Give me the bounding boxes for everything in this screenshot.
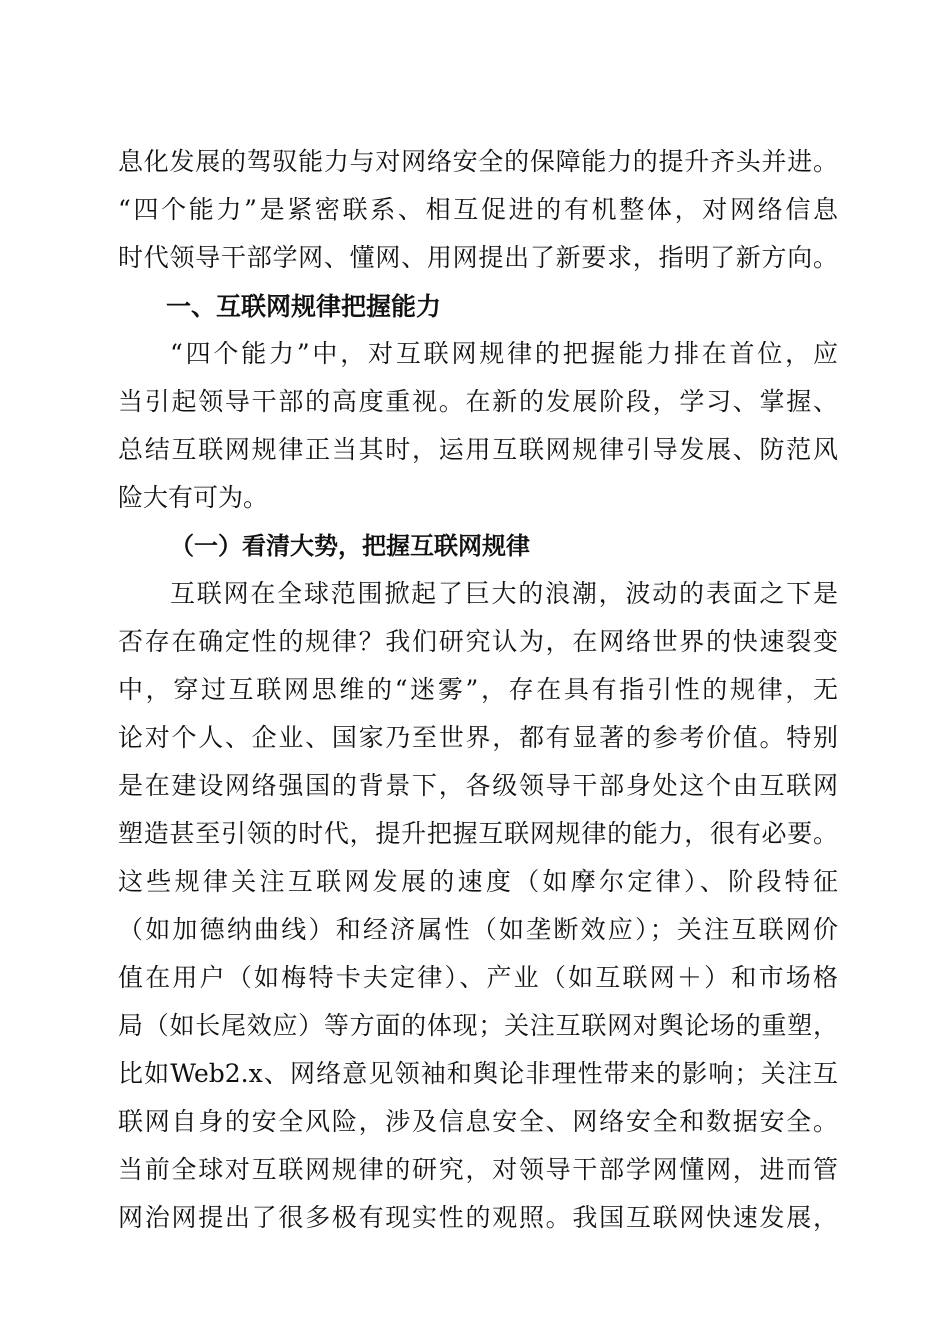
text-line: 塑造甚至引领的时代，提升把握互联网规律的能力，很有必要。 [118, 819, 838, 848]
text-line: 互联网在全球范围掀起了巨大的浪潮，波动的表面之下是 [170, 579, 838, 608]
text-line: 这些规律关注互联网发展的速度（如摩尔定律）、阶段特征 [118, 867, 838, 896]
text-line: 总结互联网规律正当其时，运用互联网规律引导发展、防范风 [118, 435, 838, 464]
text-line: 否存在确定性的规律？我们研究认为，在网络世界的快速裂变 [118, 627, 838, 656]
text-line: “四个能力”中，对互联网规律的把握能力排在首位，应 [170, 339, 838, 368]
text-line: 论对个人、企业、国家乃至世界，都有显著的参考价值。特别 [118, 723, 838, 752]
text-line: 是在建设网络强国的背景下，各级领导干部身处这个由互联网 [118, 771, 838, 800]
text-line: “四个能力”是紧密联系、相互促进的有机整体，对网络信息 [118, 195, 838, 224]
text-line: 险大有可为。 [118, 483, 269, 512]
text-line: （如加德纳曲线）和经济属性（如垄断效应）；关注互联网价 [118, 915, 838, 944]
text-line: 联网自身的安全风险，涉及信息安全、网络安全和数据安全。 [118, 1107, 838, 1136]
text-line: 时代领导干部学网、懂网、用网提出了新要求，指明了新方向。 [118, 243, 838, 272]
text-line: 局（如长尾效应）等方面的体现；关注互联网对舆论场的重塑， [118, 1011, 838, 1040]
text-line: 当前全球对互联网规律的研究，对领导干部学网懂网，进而管 [118, 1155, 838, 1184]
text-line: 中，穿过互联网思维的“迷雾”，存在具有指引性的规律，无 [118, 675, 838, 704]
text-line: 值在用户（如梅特卡夫定律）、产业（如互联网＋）和市场格 [118, 963, 838, 992]
text-line: 息化发展的驾驭能力与对网络安全的保障能力的提升齐头并进。 [118, 147, 838, 176]
section-heading: 一、互联网规律把握能力 [166, 292, 442, 321]
text-line: 当引起领导干部的高度重视。在新的发展阶段，学习、掌握、 [118, 387, 838, 416]
text-line: 比如Web2.x、网络意见领袖和舆论非理性带来的影响；关注互 [118, 1059, 838, 1088]
text-line: 网治网提出了很多极有现实性的观照。我国互联网快速发展， [118, 1203, 838, 1232]
subsection-heading: （一）看清大势，把握互联网规律 [170, 531, 530, 560]
